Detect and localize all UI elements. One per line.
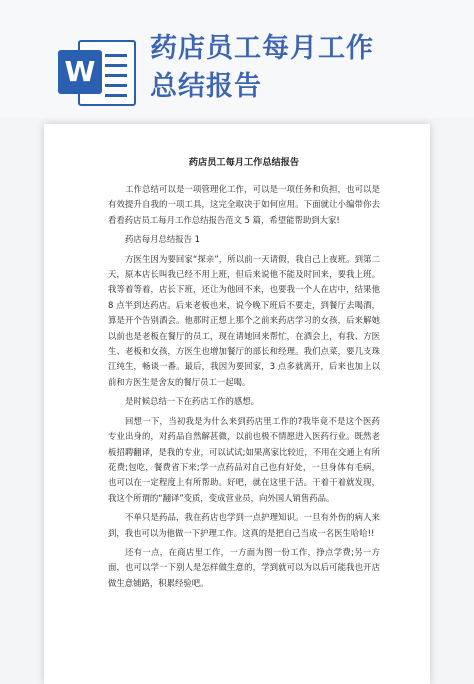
header-banner — [0, 0, 474, 118]
page-title — [150, 30, 450, 106]
document-body — [108, 154, 380, 595]
page-title-line-1: 药店员工每月工作 — [150, 33, 374, 64]
document-paragraph: 工作总结可以是一项管理化工作，可以是一项任务和负担，也可以是有效提升自我的一项工具，这完全取决于如何应用。下面就让小编带你去看看药店员工每月工作总结报告范文 5 篇，希望能帮助到大家! — [108, 184, 380, 225]
document-paragraph: 是时候总结一下在药店工作的感想。 — [125, 396, 259, 407]
document-paragraph: 不单只是药品，我在药店也学到一点护理知识。一旦有外伤的病人来到，我也可以为他做一下护理工作。这真的是把自己当成一名医生哈哈!! — [108, 512, 380, 538]
word-document-icon — [58, 36, 136, 106]
document-section-heading: 药店每月总结报告 1 — [125, 234, 200, 245]
document-paragraph: 还有一点，在商店里工作，一方面为图一份工作，挣点学费;另一方面，也可以学一下别人是怎样做生意的，学到就可以为以后可能我也开店做生意铺路，积累经验吧。 — [108, 546, 380, 588]
document-paragraph: 回想一下，当初我是为什么来到药店里工作的?我毕竟不是这个医药专业出身的，对药品自然解甚微，以前也极不情愿进入医药行业。既然老板招聘翻译，是我的专业，可以试试;如果离家比较近，不用在交通上有所花费;包吃，餐费省下来;学一点药品对自己也有好处，一旦身体有毛病，也可以在一定程度上有所帮助。好吧，就在这里干活。干着干着就发现，我这个所谓的“翻译”变质，变成营业员，向外国人销售药品。 — [108, 415, 380, 503]
word-logo-letter: W — [58, 50, 102, 94]
document-title: 药店员工每月工作总结报告 — [188, 157, 300, 168]
document-preview — [44, 124, 430, 684]
page-title-line-2: 总结报告 — [150, 71, 262, 102]
document-paragraph: 方医生因为要回家“探亲”，所以前一天请假，我自己上夜班。到第二天，原本店长叫我已经不用上班，但后来说他不能及时回来，要我上班。我等着等着，店长下班，还让为他回不来，也要我一个人在店中，结果他 8 点半到达药店。后来老板也来，说今晚下班后不要走，到餐厅去喝酒，算是开个告别酒会。他那时正想上那个之前来药店学习的女孩，后来解她以前也是老板在餐厅的员工，现在请她回来帮忙，在酒会上，有我、方医生、老板和女孩，方医生也增加餐厅的部长和经理。我们点菜，要几支珠江纯生，畅谈一番。最后，我因为要回家，3 点多就离开，后来也加上以前和方医生是舍友的餐厅员工一起喝。 — [108, 253, 380, 387]
